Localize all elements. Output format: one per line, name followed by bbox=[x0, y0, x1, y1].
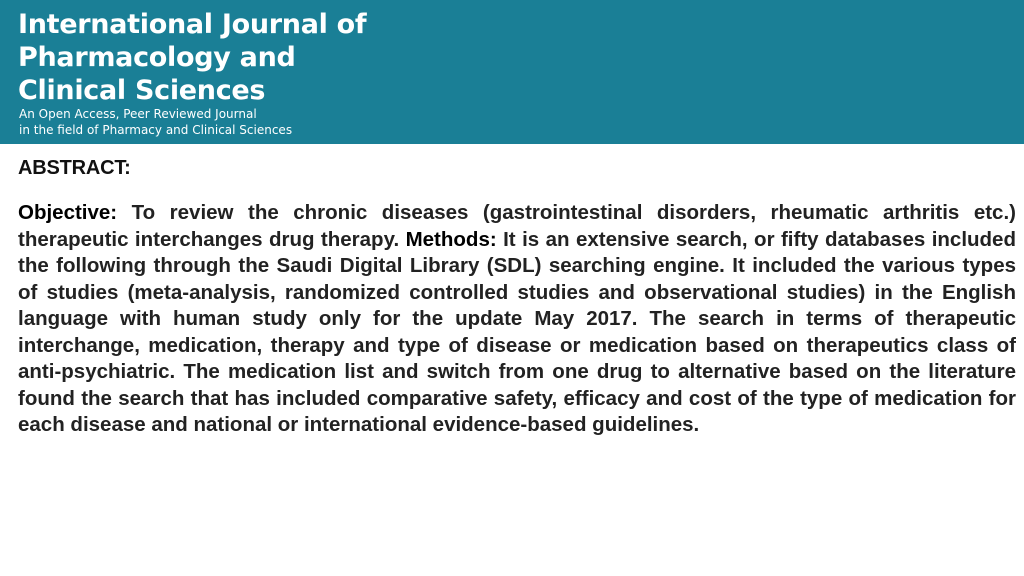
abstract-body bbox=[18, 200, 1016, 439]
methods-label: Methods: bbox=[405, 227, 497, 251]
journal-tagline bbox=[19, 106, 292, 138]
objective-label: Objective: bbox=[18, 201, 118, 224]
objective-text: To review the chronic diseases (gastrointestinal disorders, rheumatic arthritis etc.) therapeutic interchanges drug therapy. bbox=[18, 201, 1016, 251]
journal-banner bbox=[0, 0, 1024, 144]
journal-title bbox=[18, 8, 366, 107]
journal-title-line: International Journal of bbox=[18, 9, 367, 40]
abstract-heading: ABSTRACT: bbox=[18, 157, 131, 179]
journal-title-line: Pharmacology and bbox=[18, 42, 296, 73]
journal-tagline-line: An Open Access, Peer Reviewed Journal bbox=[19, 107, 257, 121]
journal-title-line: Clinical Sciences bbox=[18, 75, 266, 106]
journal-tagline-line: in the field of Pharmacy and Clinical Sciences bbox=[19, 123, 293, 137]
abstract-section bbox=[18, 156, 1016, 439]
methods-text: It is an extensive search, or fifty databases included the following through the Saudi Digital Library (SDL) searching engine. It included the various types of studies (meta-analysis, randomized controlled studies and observational studies) in the English language with human study only for the update May 2017. The search in terms of therapeutic interchange, medication, therapy and type of disease or medication based on therapeutics class of anti-psychiatric. The medication list and switch from one drug to alternative based on the literature found the search that has included comparative safety, efficacy and cost of the type of medication for each disease and national or international evidence-based guidelines. bbox=[18, 227, 1016, 436]
